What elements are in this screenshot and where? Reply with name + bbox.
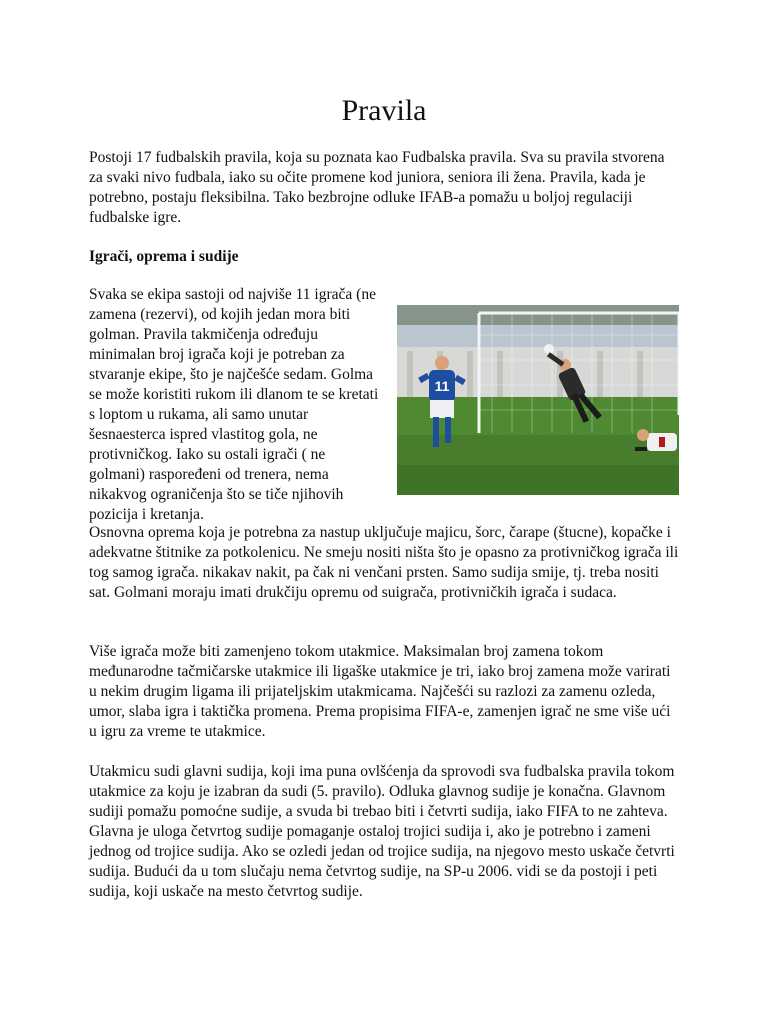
players-paragraph: Svaka se ekipa sastoji od najviše 11 igrača (ne zamena (rezervi), od kojih jedan mora biti golman. Pravila takmičenja određuju minimalan broj igrača koji je potreban za stvaranje ekipe, što je najčešće sedam. Golma se može koristiti rukom ili dlanom te se kretati s loptom u rukama, ali samo unutar šesnaesterca ispred vlastitog gola, ne protivničkog. Iako su ostali igrači ( ne golmani) raspoređeni od trenera, nema nikakvog ograničenja što se tiče njihovih pozicija i kretanja.	[89, 286, 379, 523]
referees-paragraph: Utakmicu sudi glavni sudija, koji ima puna ovlšćenja da sprovodi sva fudbalska pravila tokom utakmice za koju je izabran da sudi (5. pravilo). Odluka glavnog sudije je konačna. Glavnom sudiji pomažu pomoćne sudije, a svuda bi trebao biti i četvrti sudija, iako FIFA to ne zahteva. Glavna je uloga četvrtog sudije pomaganje ostaloj trojici sudija i, ako je potrebno i zameni jednog od trojice sudija. Ako se ozledi jedan od trojice sudija, na njegovo mesto uskače četvrti sudija. Budući da u tom slučaju nema četvrtog sudije, na SP-u 2006. vidi se da postoji i peti sudija, koji uskače na mesto četvrtog sudije.	[89, 763, 675, 900]
football-goalkeeper-photo	[397, 305, 679, 495]
substitutions-paragraph: Više igrača može biti zamenjeno tokom utakmice. Maksimalan broj zamena tokom međunarodne tačmičarske utakmice ili ligaške utakmice je tri, iako broj zamena može varirati u nekim drugim ligama ili prijateljskim utakmicama. Najčešći su razlozi za zamenu ozleda, umor, slaba igra i taktička promena. Prema propisima FIFA-e, zamenjen igrač ne sme više ući u igru za vreme te utakmice.	[89, 643, 671, 740]
equipment-paragraph: Osnovna oprema koja je potrebna za nastup uključuje majicu, šorc, čarape (štucne), kopačke i adekvatne štitnike za potkolenicu. Ne smeju nositi ništa što je opasno za protivničkog igrača ili tog samog igrača. nikakav nakit, pa čak ni venčani prsten. Samo sudija smije, tj. treba nositi sat. Golmani moraju imati drukčiju opremu od suigrača, protivničkih igrača i sudaca.	[89, 524, 679, 601]
page-title: Pravila	[341, 94, 427, 127]
intro-paragraph: Postoji 17 fudbalskih pravila, koja su poznata kao Fudbalska pravila. Sva su pravila stvorena za svaki nivo fudbala, iako su očite promene kod juniora, seniora ili žena. Pravila, kada je potrebno, postaju fleksibilna. Tako bezbrojne odluke IFAB-a pomažu u boljoj regulaciji fudbalske igre.	[89, 149, 665, 226]
section-heading: Igrači, oprema i sudije	[89, 248, 239, 265]
svg-text:11: 11	[434, 378, 450, 394]
players-paragraph-block	[89, 285, 679, 525]
